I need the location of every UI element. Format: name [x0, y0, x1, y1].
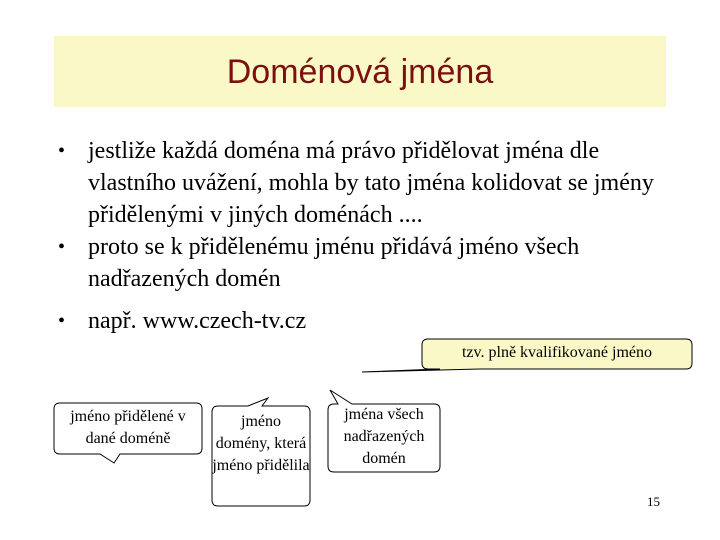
bullet-dot-icon: •	[58, 140, 66, 162]
callout-assigned-text: jméno přidělené v dané doméně	[70, 408, 186, 447]
callout-fqdn-text: tzv. plně kvalifikované jméno	[461, 344, 652, 361]
bullet-text: např. www.czech-tv.cz	[88, 308, 307, 334]
bullet-text: proto se k přidělenému jménu přidává jméno všech nadřazených domén	[88, 234, 580, 292]
callout-domain-text: jméno domény, která jméno přidělila	[212, 413, 310, 474]
page-number: 15	[647, 494, 660, 509]
bullet-dot-icon: •	[58, 310, 66, 332]
bullet-text: jestliže každá doména má právo přidělovat jména dle vlastního uvážení, mohla by tato jména kolidovat se jmény přidělenými v jiných doménách ....	[88, 138, 654, 228]
slide-title: Doménová jména	[226, 53, 494, 91]
bullet-dot-icon: •	[58, 236, 66, 258]
callout-parents-text: jména všech nadřazených domén	[343, 406, 425, 467]
